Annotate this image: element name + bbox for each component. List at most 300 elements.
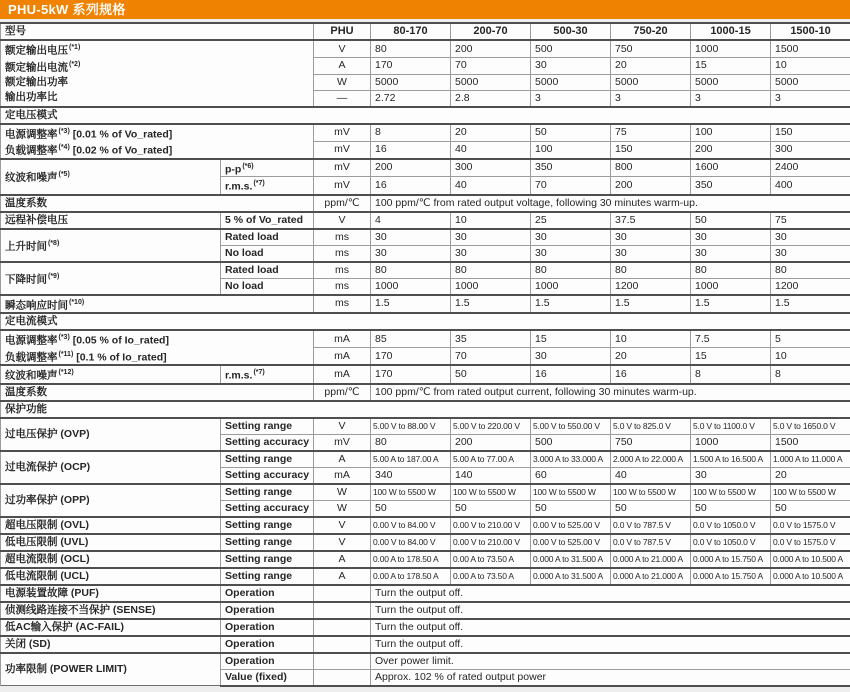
value-cell: 5000 — [451, 74, 531, 90]
value-cell: 30 — [531, 245, 611, 262]
param-label: 电源装置故障 (PUF) — [1, 585, 221, 602]
param-sublabel: Operation — [221, 619, 314, 636]
spec-row — [1, 262, 850, 279]
param-label: 电源调整率$^{(*3)}$ [0.01 % of Vo_rated] — [1, 124, 314, 142]
unit-cell: V — [314, 418, 371, 435]
value-cell: 15 — [531, 330, 611, 348]
footnote-ref: (*7) — [253, 369, 265, 376]
value-cell: 0.0 V to 1575.0 V — [771, 517, 850, 534]
unit-cell: V — [314, 534, 371, 551]
spec-row — [1, 636, 850, 653]
param-label: 过电流保护 (OCP) — [1, 451, 221, 484]
unit-cell: V — [314, 40, 371, 58]
value-cell: 750 — [611, 40, 691, 58]
value-cell: 15 — [691, 58, 771, 75]
spec-row — [1, 418, 850, 435]
spec-row — [1, 141, 850, 159]
section-row — [1, 313, 850, 330]
param-sublabel: No load — [221, 278, 314, 295]
value-cell: 200 — [611, 177, 691, 195]
model-header-label: 型号 — [1, 23, 314, 40]
value-cell: 30 — [371, 245, 451, 262]
param-label: 额定输出电流$^{(*2)}$ — [1, 58, 314, 75]
value-cell: 50 — [611, 500, 691, 517]
value-cell: 40 — [611, 467, 691, 484]
value-cell: 0.00 A to 178.50 A — [371, 551, 451, 568]
value-cell: 16 — [611, 365, 691, 384]
unit-cell: ms — [314, 229, 371, 246]
param-sublabel: Setting range — [221, 517, 314, 534]
unit-cell: W — [314, 500, 371, 517]
value-cell: 0.000 A to 31.500 A — [531, 568, 611, 585]
value-cell: 100 — [531, 141, 611, 159]
param-label: 负载调整率$^{(*11)}$ [0.1 % of Io_rated] — [1, 348, 314, 366]
value-cell: 1500 — [771, 434, 850, 451]
value-cell: 170 — [371, 365, 451, 384]
value-cell: 20 — [611, 58, 691, 75]
value-cell: 30 — [771, 229, 850, 246]
spec-row — [1, 619, 850, 636]
value-cell: 0.000 A to 15.750 A — [691, 551, 771, 568]
spec-row — [1, 365, 850, 384]
unit-cell: mV — [314, 141, 371, 159]
value-cell: 50 — [531, 500, 611, 517]
value-cell: 80 — [371, 40, 451, 58]
param-sublabel: Operation — [221, 636, 314, 653]
value-cell: 3 — [531, 90, 611, 107]
value-cell: 1600 — [691, 159, 771, 177]
spec-row — [1, 159, 850, 177]
value-cell: 10 — [771, 348, 850, 366]
value-cell: 5000 — [691, 74, 771, 90]
unit-cell — [314, 636, 371, 653]
model-column-header: 80-170 — [371, 23, 451, 40]
param-label: 低电压限制 (UVL) — [1, 534, 221, 551]
value-cell: 100 W to 5500 W — [691, 484, 771, 501]
value-cell: 30 — [771, 245, 850, 262]
value-cell: 1.5 — [451, 295, 531, 314]
value-cell: 50 — [691, 212, 771, 229]
value-cell: 8 — [371, 124, 451, 142]
spec-table — [0, 22, 850, 687]
spec-row — [1, 58, 850, 75]
value-cell: 30 — [611, 245, 691, 262]
value-cell: 1000 — [691, 40, 771, 58]
spec-row — [1, 74, 850, 90]
model-column-header: 1500-10 — [771, 23, 850, 40]
spec-row — [1, 295, 850, 314]
spec-row — [1, 384, 850, 401]
value-cell: 8 — [771, 365, 850, 384]
param-sublabel: Setting accuracy — [221, 467, 314, 484]
footnote-ref: (*11) — [58, 350, 74, 358]
unit-cell: A — [314, 58, 371, 75]
param-label: 电源调整率$^{(*3)}$ [0.05 % of Io_rated] — [1, 330, 314, 348]
unit-cell: mV — [314, 124, 371, 142]
value-cell: 10 — [451, 212, 531, 229]
value-cell: 2.72 — [371, 90, 451, 107]
span-value-cell: Approx. 102 % of rated output power — [371, 669, 850, 686]
param-label: 负载调整率$^{(*4)}$ [0.02 % of Vo_rated] — [1, 141, 314, 159]
value-cell: 1000 — [531, 278, 611, 295]
param-sublabel: Rated load — [221, 229, 314, 246]
value-cell: 100 W to 5500 W — [451, 484, 531, 501]
value-cell: 0.00 A to 73.50 A — [451, 551, 531, 568]
value-cell: 0.000 A to 31.500 A — [531, 551, 611, 568]
page-title: PHU-5kW 系列规格 — [8, 2, 126, 17]
value-cell: 2400 — [771, 159, 850, 177]
param-label: 低电流限制 (UCL) — [1, 568, 221, 585]
unit-cell: — — [314, 90, 371, 107]
param-sublabel: Operation — [221, 602, 314, 619]
value-cell: 750 — [611, 434, 691, 451]
value-cell: 5 — [771, 330, 850, 348]
param-label: 上升时间$^{(*8)}$ — [1, 229, 221, 262]
spec-row — [1, 124, 850, 142]
value-cell: 20 — [611, 348, 691, 366]
unit-cell: mV — [314, 434, 371, 451]
value-cell: 5.00 V to 220.00 V — [451, 418, 531, 435]
value-cell: 0.0 V to 1050.0 V — [691, 517, 771, 534]
value-cell: 100 W to 5500 W — [771, 484, 850, 501]
value-cell: 80 — [371, 262, 451, 279]
footnote-ref: (*12) — [58, 369, 74, 376]
spec-row — [1, 451, 850, 468]
footnote-ref: (*8) — [48, 239, 60, 247]
value-cell: 16 — [371, 141, 451, 159]
value-cell: 340 — [371, 467, 451, 484]
value-cell: 2.000 A to 22.000 A — [611, 451, 691, 468]
value-cell: 0.0 V to 1050.0 V — [691, 534, 771, 551]
value-cell: 400 — [771, 177, 850, 195]
unit-cell — [314, 602, 371, 619]
span-value-cell: Turn the output off. — [371, 619, 850, 636]
unit-cell: ms — [314, 295, 371, 314]
value-cell: 25 — [531, 212, 611, 229]
value-cell: 1200 — [771, 278, 850, 295]
value-cell: 1.000 A to 11.000 A — [771, 451, 850, 468]
param-sublabel: Setting range — [221, 451, 314, 468]
param-sublabel: Setting accuracy — [221, 500, 314, 517]
spec-row — [1, 195, 850, 212]
value-cell: 37.5 — [611, 212, 691, 229]
value-cell: 200 — [371, 159, 451, 177]
value-cell: 0.00 V to 525.00 V — [531, 517, 611, 534]
value-cell: 200 — [451, 434, 531, 451]
param-sublabel: No load — [221, 245, 314, 262]
value-cell: 5.00 V to 550.00 V — [531, 418, 611, 435]
value-cell: 0.00 V to 84.00 V — [371, 517, 451, 534]
value-cell: 5000 — [371, 74, 451, 90]
value-cell: 0.000 A to 10.500 A — [771, 568, 850, 585]
model-column-header: 200-70 — [451, 23, 531, 40]
value-cell: 80 — [691, 262, 771, 279]
spec-row — [1, 585, 850, 602]
value-cell: 1000 — [691, 278, 771, 295]
footnote-ref: (*6) — [242, 162, 254, 170]
value-cell: 50 — [371, 500, 451, 517]
value-cell: 8 — [691, 365, 771, 384]
value-cell: 2.8 — [451, 90, 531, 107]
footnote-ref: (*4) — [58, 144, 70, 151]
unit-cell — [314, 653, 371, 670]
value-cell: 350 — [531, 159, 611, 177]
value-cell: 1.5 — [771, 295, 850, 314]
value-cell: 500 — [531, 434, 611, 451]
value-cell: 50 — [451, 500, 531, 517]
param-label: 过功率保护 (OPP) — [1, 484, 221, 517]
param-sublabel: Setting range — [221, 418, 314, 435]
value-cell: 40 — [451, 141, 531, 159]
value-cell: 5.00 A to 187.00 A — [371, 451, 451, 468]
value-cell: 15 — [691, 348, 771, 366]
model-column-header: 750-20 — [611, 23, 691, 40]
value-cell: 5.00 V to 88.00 V — [371, 418, 451, 435]
value-cell: 20 — [451, 124, 531, 142]
value-cell: 80 — [371, 434, 451, 451]
value-cell: 0.00 V to 525.00 V — [531, 534, 611, 551]
param-label: 远程补偿电压 — [1, 212, 221, 229]
value-cell: 1.5 — [371, 295, 451, 314]
spec-row — [1, 90, 850, 107]
unit-cell: mA — [314, 348, 371, 366]
value-cell: 70 — [531, 177, 611, 195]
param-sublabel: Setting range — [221, 568, 314, 585]
value-cell: 50 — [531, 124, 611, 142]
unit-cell: ppm/℃ — [314, 384, 371, 401]
value-cell: 170 — [371, 58, 451, 75]
unit-cell: A — [314, 451, 371, 468]
param-sublabel: Setting range — [221, 534, 314, 551]
value-cell: 75 — [611, 124, 691, 142]
param-label: 纹波和噪声$^{(*12)}$ — [1, 365, 221, 384]
value-cell: 10 — [771, 58, 850, 75]
footnote-ref: (*5) — [58, 171, 70, 179]
spec-row — [1, 229, 850, 246]
param-label: 低AC输入保护 (AC-FAIL) — [1, 619, 221, 636]
spec-row — [1, 348, 850, 366]
unit-cell — [314, 669, 371, 686]
model-column-header: 1000-15 — [691, 23, 771, 40]
unit-cell: A — [314, 551, 371, 568]
param-sublabel: Operation — [221, 585, 314, 602]
value-cell: 200 — [691, 141, 771, 159]
value-cell: 100 W to 5500 W — [611, 484, 691, 501]
spec-row — [1, 330, 850, 348]
value-cell: 100 W to 5500 W — [531, 484, 611, 501]
spec-row — [1, 653, 850, 670]
value-cell: 300 — [771, 141, 850, 159]
param-label: 输出功率比 — [1, 90, 314, 107]
unit-cell: V — [314, 517, 371, 534]
value-cell: 30 — [531, 229, 611, 246]
param-label: 过电压保护 (OVP) — [1, 418, 221, 451]
value-cell: 0.00 V to 210.00 V — [451, 534, 531, 551]
value-cell: 80 — [771, 262, 850, 279]
value-cell: 0.000 A to 21.000 A — [611, 568, 691, 585]
section-label: 定电压模式 — [1, 107, 850, 124]
value-cell: 0.00 A to 73.50 A — [451, 568, 531, 585]
value-cell: 30 — [531, 58, 611, 75]
unit-cell: W — [314, 484, 371, 501]
span-value-cell: 100 ppm/℃ from rated output current, following 30 minutes warm-up. — [371, 384, 850, 401]
value-cell: 10 — [611, 330, 691, 348]
value-cell: 1000 — [691, 434, 771, 451]
unit-cell: W — [314, 74, 371, 90]
span-value-cell: Turn the output off. — [371, 585, 850, 602]
spec-row — [1, 568, 850, 585]
value-cell: 4 — [371, 212, 451, 229]
param-label: 下降时间$^{(*9)}$ — [1, 262, 221, 295]
spec-row — [1, 40, 850, 58]
param-label: 超电压限制 (OVL) — [1, 517, 221, 534]
section-row — [1, 401, 850, 418]
value-cell: 60 — [531, 467, 611, 484]
value-cell: 1200 — [611, 278, 691, 295]
span-value-cell: 100 ppm/℃ from rated output voltage, following 30 minutes warm-up. — [371, 195, 850, 212]
value-cell: 1.5 — [611, 295, 691, 314]
value-cell: 3 — [771, 90, 850, 107]
spec-row — [1, 212, 850, 229]
unit-cell: mV — [314, 177, 371, 195]
unit-cell: ms — [314, 278, 371, 295]
value-cell: 5.00 A to 77.00 A — [451, 451, 531, 468]
value-cell: 1500 — [771, 40, 850, 58]
value-cell: 30 — [451, 245, 531, 262]
value-cell: 3 — [691, 90, 771, 107]
section-label: 定电流模式 — [1, 313, 850, 330]
value-cell: 30 — [691, 467, 771, 484]
footnote-ref: (*10) — [69, 298, 85, 306]
value-cell: 30 — [371, 229, 451, 246]
footnote-ref: (*9) — [48, 272, 60, 280]
unit-cell — [314, 585, 371, 602]
param-label: 功率限制 (POWER LIMIT) — [1, 653, 221, 686]
value-cell: 0.00 A to 178.50 A — [371, 568, 451, 585]
value-cell: 5.0 V to 825.0 V — [611, 418, 691, 435]
param-label: 瞬态响应时间$^{(*10)}$ — [1, 295, 314, 314]
section-label: 保护功能 — [1, 401, 850, 418]
value-cell: 30 — [691, 245, 771, 262]
value-cell: 1000 — [451, 278, 531, 295]
value-cell: 140 — [451, 467, 531, 484]
value-cell: 7.5 — [691, 330, 771, 348]
value-cell: 0.000 A to 21.000 A — [611, 551, 691, 568]
value-cell: 150 — [611, 141, 691, 159]
value-cell: 0.00 V to 210.00 V — [451, 517, 531, 534]
value-cell: 300 — [451, 159, 531, 177]
value-cell: 200 — [451, 40, 531, 58]
value-cell: 50 — [771, 500, 850, 517]
value-cell: 40 — [451, 177, 531, 195]
value-cell: 70 — [451, 348, 531, 366]
value-cell: 5.0 V to 1650.0 V — [771, 418, 850, 435]
footnote-ref: (*1) — [69, 44, 81, 51]
value-cell: 800 — [611, 159, 691, 177]
value-cell: 0.000 A to 15.750 A — [691, 568, 771, 585]
series-header-label: PHU — [314, 23, 371, 40]
param-sublabel: r.m.s.$^{(*7)}$ — [221, 365, 314, 384]
param-sublabel: Setting range — [221, 551, 314, 568]
value-cell: 50 — [451, 365, 531, 384]
value-cell: 30 — [531, 348, 611, 366]
value-cell: 50 — [691, 500, 771, 517]
span-value-cell: Turn the output off. — [371, 636, 850, 653]
value-cell: 5000 — [771, 74, 850, 90]
value-cell: 20 — [771, 467, 850, 484]
value-cell: 5.0 V to 1100.0 V — [691, 418, 771, 435]
value-cell: 1000 — [371, 278, 451, 295]
footnote-ref: (*7) — [253, 180, 265, 187]
unit-cell: mV — [314, 159, 371, 177]
param-label: 温度系数 — [1, 195, 314, 212]
value-cell: 170 — [371, 348, 451, 366]
value-cell: 80 — [451, 262, 531, 279]
spec-row — [1, 534, 850, 551]
value-cell: 3.000 A to 33.000 A — [531, 451, 611, 468]
param-sublabel: Setting range — [221, 484, 314, 501]
param-label: 侦测线路连接不当保护 (SENSE) — [1, 602, 221, 619]
section-row — [1, 107, 850, 124]
unit-cell: mA — [314, 365, 371, 384]
title-bar — [0, 0, 850, 19]
value-cell: 5000 — [611, 74, 691, 90]
param-sublabel: 5 % of Vo_rated — [221, 212, 314, 229]
param-label: 超电流限制 (OCL) — [1, 551, 221, 568]
unit-cell — [314, 619, 371, 636]
param-label: 纹波和噪声$^{(*5)}$ — [1, 159, 221, 195]
param-label: 额定输出电压$^{(*1)}$ — [1, 40, 314, 58]
value-cell: 350 — [691, 177, 771, 195]
unit-cell: ppm/℃ — [314, 195, 371, 212]
param-sublabel: $p-p^{(*6)}$ — [221, 159, 314, 177]
header-row — [1, 23, 850, 40]
value-cell: 30 — [611, 229, 691, 246]
spec-row — [1, 517, 850, 534]
value-cell: 35 — [451, 330, 531, 348]
value-cell: 1.5 — [531, 295, 611, 314]
unit-cell: mA — [314, 330, 371, 348]
span-value-cell: Turn the output off. — [371, 602, 850, 619]
param-sublabel: r.m.s.$^{(*7)}$ — [221, 177, 314, 195]
value-cell: 0.0 V to 1575.0 V — [771, 534, 850, 551]
param-sublabel: Value (fixed) — [221, 669, 314, 686]
value-cell: 3 — [611, 90, 691, 107]
value-cell: 0.000 A to 10.500 A — [771, 551, 850, 568]
value-cell: 150 — [771, 124, 850, 142]
span-value-cell: Over power limit. — [371, 653, 850, 670]
unit-cell: ms — [314, 245, 371, 262]
spec-row — [1, 602, 850, 619]
spec-row — [1, 484, 850, 501]
value-cell: 75 — [771, 212, 850, 229]
model-column-header: 500-30 — [531, 23, 611, 40]
value-cell: 100 W to 5500 W — [371, 484, 451, 501]
value-cell: 5000 — [531, 74, 611, 90]
unit-cell: A — [314, 568, 371, 585]
value-cell: 80 — [611, 262, 691, 279]
value-cell: 30 — [451, 229, 531, 246]
value-cell: 80 — [531, 262, 611, 279]
param-label: 温度系数 — [1, 384, 314, 401]
unit-cell: mA — [314, 467, 371, 484]
value-cell: 0.00 V to 84.00 V — [371, 534, 451, 551]
unit-cell: V — [314, 212, 371, 229]
value-cell: 500 — [531, 40, 611, 58]
footnote-ref: (*2) — [69, 60, 81, 68]
value-cell: 16 — [371, 177, 451, 195]
value-cell: 70 — [451, 58, 531, 75]
